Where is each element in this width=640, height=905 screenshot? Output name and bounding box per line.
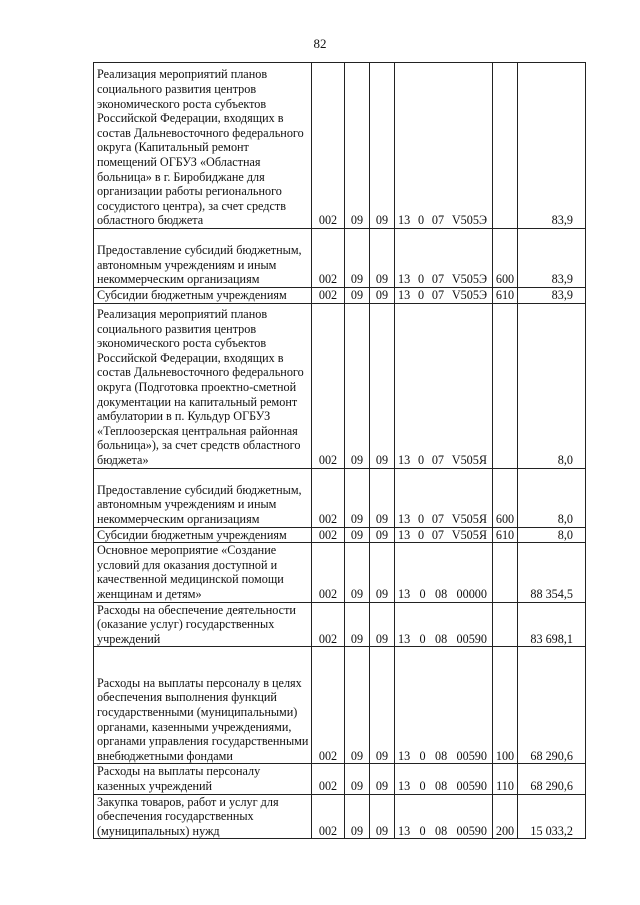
amount: 88 354,5 — [518, 543, 586, 602]
program-code: 13 — [398, 527, 411, 542]
event-code: 08 — [434, 823, 448, 838]
subsection-code: 09 — [370, 63, 395, 229]
budget-table — [93, 62, 586, 839]
event-code: 07 — [431, 272, 445, 287]
subprogram-code: 0 — [417, 453, 425, 467]
subprogram-code: 0 — [419, 748, 426, 763]
target-article-code — [395, 764, 493, 794]
expense-type-code: 100 — [493, 647, 518, 764]
expense-type-code: 600 — [493, 468, 518, 527]
event-code: 08 — [434, 586, 448, 601]
ministry-code: 002 — [312, 527, 345, 543]
event-code: 07 — [431, 213, 445, 228]
amount: 8,0 — [518, 527, 586, 543]
program-code: 13 — [398, 631, 411, 646]
subprogram-code: 0 — [419, 586, 426, 601]
ministry-code: 002 — [312, 794, 345, 839]
amount: 15 033,2 — [518, 794, 586, 839]
subsection-code: 09 — [370, 229, 395, 288]
row-name: Предоставление субсидий бюджетным, автономным учреждениям и иным некоммерческим организациям — [94, 468, 312, 527]
direction-code: 00590 — [456, 748, 487, 763]
ministry-code: 002 — [312, 63, 345, 229]
row-name: Основное мероприятие «Создание условий для оказания доступной и качественной медицинской помощи женщинам и детям» — [94, 543, 312, 602]
subprogram-code: 0 — [417, 288, 425, 302]
row-name: Субсидии бюджетным учреждениям — [94, 527, 312, 543]
section-code: 09 — [345, 63, 370, 229]
event-code: 08 — [434, 778, 448, 793]
expense-type-code: 610 — [493, 527, 518, 543]
subprogram-code: 0 — [417, 527, 425, 542]
subsection-code: 09 — [370, 602, 395, 647]
section-code: 09 — [345, 288, 370, 304]
expense-type-code: 110 — [493, 764, 518, 794]
table-row — [94, 794, 586, 839]
event-code: 07 — [431, 527, 444, 542]
direction-code: V505Я — [451, 527, 487, 542]
expense-type-code — [493, 602, 518, 647]
target-article-code — [395, 527, 493, 543]
direction-code: V505Я — [451, 512, 487, 526]
table-row — [94, 543, 586, 602]
table-row — [94, 63, 586, 229]
program-code: 13 — [398, 586, 411, 601]
direction-code: V505Э — [451, 288, 487, 302]
section-code: 09 — [345, 764, 370, 794]
row-name: Субсидии бюджетным учреждениям — [94, 288, 312, 304]
program-code: 13 — [398, 213, 411, 228]
event-code: 07 — [431, 288, 445, 302]
table-row — [94, 288, 586, 304]
subprogram-code: 0 — [419, 823, 426, 838]
subsection-code: 09 — [370, 468, 395, 527]
row-name: Расходы на обеспечение деятельности (оказание услуг) государственных учреждений — [94, 602, 312, 647]
table-row — [94, 303, 586, 468]
amount: 83,9 — [518, 288, 586, 304]
ministry-code: 002 — [312, 303, 345, 468]
row-name: Расходы на выплаты персоналу в целях обеспечения выполнения функций государственными (муниципальными) органами, казенными учреждениями, органами управления государственными внебюджетными фондами — [94, 647, 312, 764]
target-article-code — [395, 63, 493, 229]
row-name: Реализация мероприятий планов социального развития центров экономического роста субъектов Российской Федерации, входящих в состав Дальневосточного федерального округа (Капитальный ремонт помещений ОГБУЗ «Областная больница» в г. Биробиджане для организации работы регионального сосудистого центра), за счет средств областного бюджета — [94, 63, 312, 229]
program-code: 13 — [398, 778, 411, 793]
program-code: 13 — [398, 512, 411, 526]
direction-code: 00590 — [456, 778, 487, 793]
amount: 8,0 — [518, 468, 586, 527]
subsection-code: 09 — [370, 303, 395, 468]
table-row — [94, 229, 586, 288]
target-article-code — [395, 288, 493, 304]
subprogram-code: 0 — [419, 631, 426, 646]
row-name: Закупка товаров, работ и услуг для обеспечения государственных (муниципальных) нужд — [94, 794, 312, 839]
row-name: Расходы на выплаты персоналу казенных учреждений — [94, 764, 312, 794]
direction-code: 00590 — [456, 823, 487, 838]
expense-type-code: 610 — [493, 288, 518, 304]
subsection-code: 09 — [370, 764, 395, 794]
program-code: 13 — [398, 288, 411, 302]
amount: 83 698,1 — [518, 602, 586, 647]
subsection-code: 09 — [370, 543, 395, 602]
event-code: 07 — [431, 512, 444, 526]
row-name: Предоставление субсидий бюджетным, автономным учреждениям и иным некоммерческим организациям — [94, 229, 312, 288]
subsection-code: 09 — [370, 794, 395, 839]
section-code: 09 — [345, 647, 370, 764]
table-row — [94, 527, 586, 543]
direction-code: 00590 — [456, 631, 487, 646]
subsection-code: 09 — [370, 527, 395, 543]
section-code: 09 — [345, 527, 370, 543]
direction-code: V505Э — [451, 213, 487, 228]
table-row — [94, 602, 586, 647]
amount: 68 290,6 — [518, 647, 586, 764]
event-code: 07 — [431, 453, 444, 467]
direction-code: V505Э — [451, 272, 487, 287]
amount: 83,9 — [518, 229, 586, 288]
ministry-code: 002 — [312, 468, 345, 527]
subprogram-code: 0 — [417, 213, 425, 228]
ministry-code: 002 — [312, 288, 345, 304]
event-code: 08 — [434, 631, 448, 646]
expense-type-code — [493, 303, 518, 468]
ministry-code: 002 — [312, 602, 345, 647]
section-code: 09 — [345, 602, 370, 647]
target-article-code — [395, 602, 493, 647]
expense-type-code — [493, 543, 518, 602]
target-article-code — [395, 468, 493, 527]
expense-type-code: 200 — [493, 794, 518, 839]
direction-code: 00000 — [456, 586, 487, 601]
subsection-code: 09 — [370, 288, 395, 304]
event-code: 08 — [434, 748, 448, 763]
ministry-code: 002 — [312, 647, 345, 764]
program-code: 13 — [398, 453, 411, 467]
subsection-code: 09 — [370, 647, 395, 764]
target-article-code — [395, 794, 493, 839]
subprogram-code: 0 — [417, 272, 425, 287]
ministry-code: 002 — [312, 229, 345, 288]
subprogram-code: 0 — [419, 778, 426, 793]
section-code: 09 — [345, 229, 370, 288]
subprogram-code: 0 — [417, 512, 425, 526]
ministry-code: 002 — [312, 543, 345, 602]
amount: 8,0 — [518, 303, 586, 468]
section-code: 09 — [345, 794, 370, 839]
amount: 68 290,6 — [518, 764, 586, 794]
expense-type-code — [493, 63, 518, 229]
page-number: 82 — [313, 36, 327, 51]
table-row — [94, 468, 586, 527]
target-article-code — [395, 229, 493, 288]
row-name: Реализация мероприятий планов социального развития центров экономического роста субъектов Российской Федерации, входящих в состав Дальневосточного федерального округа (Подготовка проектно-сметной документации на капитальный ремонт амбулатории в п. Кульдур ОГБУЗ «Теплоозерская центральная районная больница»), за счет средств областного бюджета» — [94, 303, 312, 468]
section-code: 09 — [345, 468, 370, 527]
program-code: 13 — [398, 748, 411, 763]
table-row — [94, 764, 586, 794]
target-article-code — [395, 303, 493, 468]
section-code: 09 — [345, 543, 370, 602]
amount: 83,9 — [518, 63, 586, 229]
ministry-code: 002 — [312, 764, 345, 794]
table-row — [94, 647, 586, 764]
target-article-code — [395, 647, 493, 764]
program-code: 13 — [398, 823, 411, 838]
expense-type-code: 600 — [493, 229, 518, 288]
program-code: 13 — [398, 272, 411, 287]
target-article-code — [395, 543, 493, 602]
direction-code: V505Я — [451, 453, 487, 467]
section-code: 09 — [345, 303, 370, 468]
